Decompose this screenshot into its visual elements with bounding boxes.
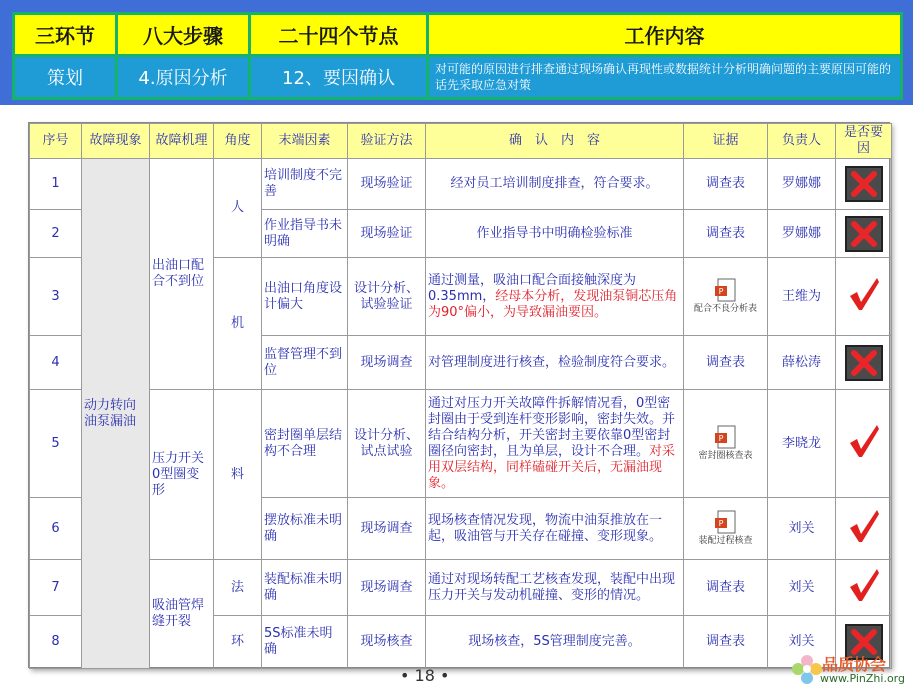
evidence-link[interactable] bbox=[684, 616, 768, 669]
evidence-doc bbox=[686, 510, 765, 547]
owner-cell: 薛松涛 bbox=[768, 336, 836, 390]
col-header: 确 认 内 容 bbox=[426, 124, 684, 159]
col-header: 序号 bbox=[30, 124, 82, 159]
evidence-doc bbox=[686, 425, 765, 462]
page-number: • 18 • bbox=[400, 666, 450, 685]
method-cell: 设计分析、试验验证 bbox=[348, 258, 426, 336]
method-cell: 设计分析、试点试验 bbox=[348, 390, 426, 498]
owner-cell: 罗娜娜 bbox=[768, 159, 836, 210]
evidence-label: 调查表 bbox=[705, 354, 745, 370]
check-icon bbox=[847, 423, 881, 459]
content-cell bbox=[426, 390, 684, 498]
col-header: 证据 bbox=[684, 124, 768, 159]
evidence-link[interactable] bbox=[684, 336, 768, 390]
banner-v1: 策划 bbox=[15, 57, 115, 97]
owner-cell: 罗娜娜 bbox=[768, 210, 836, 258]
content-cell: 对管理制度进行核查，检验制度符合要求。 bbox=[426, 336, 684, 390]
factor-cell: 监督管理不到位 bbox=[262, 336, 348, 390]
factor-cell: 密封圈单层结构不合理 bbox=[262, 390, 348, 498]
evidence-attachment[interactable] bbox=[684, 258, 768, 336]
banner-frame bbox=[12, 12, 903, 100]
cross-icon bbox=[845, 345, 883, 381]
verdict-cell bbox=[836, 390, 892, 498]
banner-v2: 4.原因分析 bbox=[118, 57, 248, 97]
angle-cell: 人 bbox=[214, 159, 262, 258]
verdict-cell bbox=[836, 498, 892, 560]
evidence-label: 调查表 bbox=[705, 634, 745, 649]
col-header: 负责人 bbox=[768, 124, 836, 159]
banner-title-row bbox=[15, 15, 900, 54]
banner-v3: 12、要因确认 bbox=[251, 57, 426, 97]
factor-cell: 装配标准未明确 bbox=[262, 560, 348, 616]
banner-h4: 工作内容 bbox=[429, 15, 900, 54]
method-cell: 现场核查 bbox=[348, 616, 426, 669]
row-no: 7 bbox=[30, 560, 82, 616]
row-no: 6 bbox=[30, 498, 82, 560]
document-icon bbox=[714, 425, 738, 451]
pinzhi-logo bbox=[790, 648, 913, 690]
mechanism-cell: 出油口配合不到位 bbox=[150, 159, 214, 390]
phenomenon-cell: 动力转向油泵漏油 bbox=[82, 159, 150, 669]
angle-cell: 环 bbox=[214, 616, 262, 669]
content-highlight: 对采用双层结构，同样磕碰开关后，无漏油现象。 bbox=[428, 443, 676, 491]
factor-cell: 摆放标准未明确 bbox=[262, 498, 348, 560]
logo-url: www.PinZhi.org bbox=[820, 672, 905, 685]
col-header: 故障现象 bbox=[82, 124, 150, 159]
evidence-attachment[interactable] bbox=[684, 498, 768, 560]
row-no: 5 bbox=[30, 390, 82, 498]
factor-cell: 培训制度不完善 bbox=[262, 159, 348, 210]
col-header: 是否要因 bbox=[836, 124, 892, 159]
row-no: 1 bbox=[30, 159, 82, 210]
table-header-row bbox=[30, 124, 892, 159]
evidence-label: 调查表 bbox=[705, 225, 745, 241]
method-cell: 现场验证 bbox=[348, 210, 426, 258]
banner-h2: 八大步骤 bbox=[118, 15, 248, 54]
svg-text:P: P bbox=[718, 287, 723, 296]
table-row bbox=[30, 390, 892, 498]
evidence-attachment[interactable] bbox=[684, 390, 768, 498]
evidence-doc bbox=[686, 278, 765, 315]
angle-cell: 机 bbox=[214, 258, 262, 390]
owner-cell: 刘关 bbox=[768, 616, 836, 669]
content-cell: 现场核查，5S管理制度完善。 bbox=[426, 616, 684, 669]
evidence-link[interactable] bbox=[684, 210, 768, 258]
method-cell: 现场调查 bbox=[348, 336, 426, 390]
table-row bbox=[30, 560, 892, 616]
mechanism-cell: 压力开关0型圈变形 bbox=[150, 390, 214, 560]
document-icon bbox=[714, 278, 738, 304]
banner-v4: 对可能的原因进行排查通过现场确认再现性或数据统计分析明确问题的主要原因可能的话先采取应急对策 bbox=[429, 57, 900, 97]
owner-cell: 李晓龙 bbox=[768, 390, 836, 498]
evidence-label: 调查表 bbox=[705, 579, 745, 595]
svg-text:P: P bbox=[718, 434, 723, 443]
check-icon bbox=[847, 508, 881, 544]
banner-h1: 三环节 bbox=[15, 15, 115, 54]
verdict-cell bbox=[836, 258, 892, 336]
document-icon bbox=[714, 510, 738, 536]
owner-cell: 刘关 bbox=[768, 498, 836, 560]
factor-cell: 5S标准未明确 bbox=[262, 616, 348, 669]
row-no: 4 bbox=[30, 336, 82, 390]
content-highlight: 经母本分析，发现油泵铜芯压角为90°偏小，为导致漏油要因。 bbox=[428, 288, 678, 320]
table-row bbox=[30, 159, 892, 210]
svg-text:P: P bbox=[718, 519, 723, 528]
col-header: 末端因素 bbox=[262, 124, 348, 159]
verdict-cell bbox=[836, 210, 892, 258]
verdict-cell bbox=[836, 336, 892, 390]
cause-confirmation-table bbox=[28, 122, 890, 668]
flower-logo-icon bbox=[790, 652, 824, 688]
factor-cell: 出油口角度设计偏大 bbox=[262, 258, 348, 336]
header-banner bbox=[0, 0, 913, 105]
banner-h3: 二十四个节点 bbox=[251, 15, 426, 54]
evidence-link[interactable] bbox=[684, 560, 768, 616]
evidence-link[interactable] bbox=[684, 159, 768, 210]
evidence-caption: 装配过程核查 bbox=[698, 536, 753, 546]
method-cell: 现场验证 bbox=[348, 159, 426, 210]
row-no: 2 bbox=[30, 210, 82, 258]
content-text: 通过测量，吸油口配合面接触深度为0.35mm， bbox=[428, 272, 637, 304]
owner-cell: 王维为 bbox=[768, 258, 836, 336]
row-no: 3 bbox=[30, 258, 82, 336]
evidence-caption: 密封圈核查表 bbox=[698, 451, 753, 461]
row-no: 8 bbox=[30, 616, 82, 669]
verdict-cell bbox=[836, 560, 892, 616]
logo-title: 品质协会 bbox=[822, 655, 887, 674]
angle-cell: 法 bbox=[214, 560, 262, 616]
cross-icon bbox=[845, 216, 883, 252]
verdict-cell bbox=[836, 159, 892, 210]
evidence-label: 调查表 bbox=[705, 176, 745, 191]
content-cell: 通过对现场转配工艺核查发现，装配中出现压力开关与发动机碰撞、变形的情况。 bbox=[426, 560, 684, 616]
check-icon bbox=[847, 567, 881, 603]
content-cell: 现场核查情况发现，物流中油泵推放在一起，吸油管与开关存在碰撞、变形现象。 bbox=[426, 498, 684, 560]
content-text: 通过对压力开关故障件拆解情况看，0型密封圈由于受到连杆变形影响，密封失效。并结合结构分析，开关密封主要依靠0型密封圈径向密封，且为单层，设计不合理。 bbox=[428, 395, 676, 459]
method-cell: 现场调查 bbox=[348, 498, 426, 560]
check-icon bbox=[847, 276, 881, 312]
cross-icon bbox=[845, 166, 883, 202]
banner-value-row bbox=[15, 57, 900, 97]
factor-cell: 作业指导书未明确 bbox=[262, 210, 348, 258]
angle-cell: 料 bbox=[214, 390, 262, 560]
evidence-caption: 配合不良分析表 bbox=[693, 304, 757, 314]
col-header: 验证方法 bbox=[348, 124, 426, 159]
owner-cell: 刘关 bbox=[768, 560, 836, 616]
col-header: 故障机理 bbox=[150, 124, 214, 159]
content-cell bbox=[426, 258, 684, 336]
content-cell: 经对员工培训制度排查，符合要求。 bbox=[426, 159, 684, 210]
method-cell: 现场调查 bbox=[348, 560, 426, 616]
mechanism-cell: 吸油管焊缝开裂 bbox=[150, 560, 214, 669]
col-header: 角度 bbox=[214, 124, 262, 159]
content-cell: 作业指导书中明确检验标准 bbox=[426, 210, 684, 258]
